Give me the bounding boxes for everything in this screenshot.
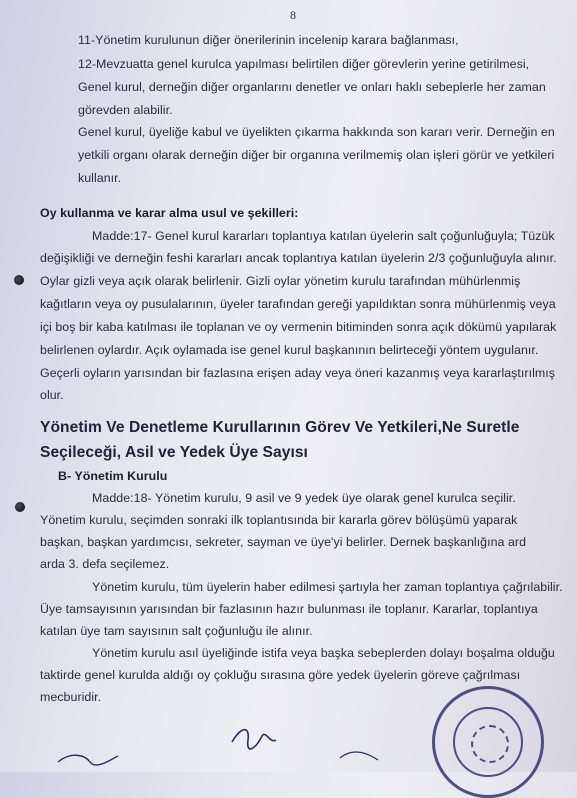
section-title-boards: Yönetim Ve Denetleme Kurullarının Görev Ve Yetkileri,Ne Suretle — [40, 419, 520, 436]
text-line: kağıtların veya oy pusulalarının, üyeler tarafından gereği yapıldıktan sonra mühürlenmiş veya — [40, 297, 556, 311]
text-line: Genel kurul, derneğin diğer organlarını denetler ve onları haklı sebeplerle her zaman — [78, 80, 546, 94]
text-line: Genel kurul, üyeliğe kabul ve üyelikten çıkarma hakkında son kararı verir. Derneğin en — [78, 125, 555, 139]
section-title-boards-2: Seçileceği, Asil ve Yedek Üye Sayısı — [40, 444, 308, 461]
text-line: değişikliği ve derneğin feshi kararları ancak toplantıya katılan üyelerin 2/3 çoğunluğuyla alınır. — [40, 251, 557, 265]
text-line: görevden alabilir. — [78, 103, 173, 117]
text-line: Madde:17- Genel kurul kararları toplantıya katılan üyelerin salt çoğunluğuyla; Tüzük — [92, 229, 555, 243]
text-line: yetkili organı olarak derneğin diğer bir organına verilmemiş olan işleri görür ve yetkileri — [78, 148, 555, 162]
text-line: Geçerli oyların yarısından bir fazlasına erişen aday veya öneri kazanmış veya kararlaştırılmış — [40, 366, 555, 380]
text-line: kullanır. — [78, 171, 122, 185]
text-line: Yönetim kurulu, tüm üyelerin haber edilmesi şartıyla her zaman toplantıya çağrılabilir. — [92, 580, 563, 594]
text-line: mecburidir. — [40, 690, 102, 704]
text-line: Oylar gizli veya açık olarak belirlenir. Gizli oylar yönetim kurulu tarafından mühürlenmiş — [40, 274, 521, 288]
text-line: arda 3. defa seçilemez. — [40, 557, 170, 571]
text-line: taktirde genel kurulda aldığı oy çokluğu sırasına göre yedek üyelerin göreve çağrılması — [40, 668, 521, 682]
text-line: başkan, başkan yardımcısı, sekreter, sayman ve üye'yi belirler. Dernek başkanlığına ard — [40, 535, 527, 549]
page-number: 8 — [290, 8, 296, 22]
text-line: içi boş bir kaba katılması ile toplanan ve oy vermenin bitiminden sonra açık dökümü yapılarak — [40, 320, 557, 334]
section-title-voting: Oy kullanma ve karar alma usul ve şekilleri: — [40, 206, 299, 220]
text-line: 12-Mevzuatta genel kurulca yapılması belirtilen diğer görevlerin yerine getirilmesi, — [78, 57, 530, 71]
subsection-title: B- Yönetim Kurulu — [58, 469, 168, 483]
text-line: 11-Yönetim kurulunun diğer önerilerinin incelenip karara bağlanması, — [78, 33, 459, 47]
text-line: Yönetim kurulu, seçimden sonraki ilk toplantısında bir kararla görev bölüşümü yaparak — [40, 513, 518, 527]
text-line: katılan üye tam sayısının salt çoğunluğu ile alınır. — [40, 624, 313, 638]
text-line: olur. — [40, 388, 64, 402]
text-line: belirlenen oylardır. Açık oylamada ise genel kurul başkanının belirteceği yöntem uygulanır. — [40, 343, 539, 357]
text-line: Yönetim kurulu asıl üyeliğinde istifa veya başka sebeplerden dolayı boşalma olduğu — [92, 646, 555, 660]
text-line: Madde:18- Yönetim kurulu, 9 asil ve 9 yedek üye olarak genel kurulca seçilir. — [92, 491, 516, 505]
text-line: Üye tamsayısının yarısından bir fazlasının hazır bulunması ile toplanır. Kararlar, toplantıya — [40, 602, 538, 616]
